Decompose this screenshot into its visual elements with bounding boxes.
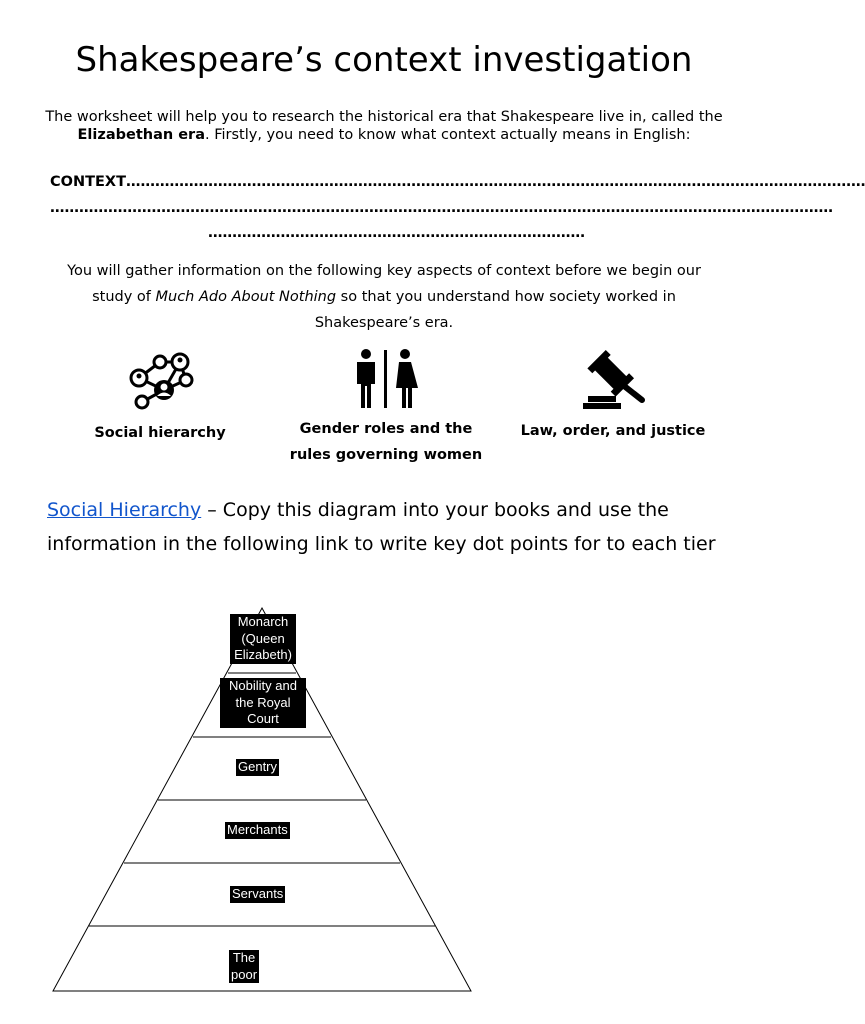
restroom-icon (351, 348, 421, 410)
icon-label-social: Social hierarchy (94, 425, 226, 441)
tier-poor: The poor (231, 950, 258, 982)
icon-label-law: Law, order, and justice (520, 423, 706, 439)
section-instructions: – Copy this diagram into your books and use the information in the following link to write key dot points for to each tier (47, 499, 716, 555)
tier-servants: Servants (232, 886, 284, 901)
intro-bold-era: Elizabethan era (77, 127, 205, 143)
context-dots-1: ……………………………………………………………………………………………………………………………………… (125, 174, 865, 190)
context-line-3: …………………………………………………………………… (208, 225, 585, 241)
intro-paragraph (40, 108, 728, 144)
intro-text-1: The worksheet will help you to research the historical era that Shakespeare live in, called the (45, 109, 723, 125)
icon-label-gender: Gender roles and the rules governing women (289, 421, 483, 463)
aspects-text-1: You will gather information on the following key aspects of context before we begin our study of (67, 263, 701, 305)
tier-merchants: Merchants (227, 822, 288, 837)
context-line-2: ……………………………………………………………………………………………………………………………………………… (50, 200, 833, 216)
section-heading (47, 493, 727, 561)
tier-gentry: Gentry (238, 759, 278, 774)
play-title: Much Ado About Nothing (155, 289, 337, 305)
gavel-icon (580, 350, 648, 412)
page-title: Shakespeare’s context investigation (75, 40, 693, 80)
intro-text-2: . Firstly, you need to know what context actually means in English: (205, 127, 691, 143)
tier-monarch: Monarch (Queen Elizabeth) (230, 614, 296, 664)
tier-nobility: Nobility and the Royal Court (220, 678, 306, 728)
aspects-paragraph (45, 258, 723, 336)
context-label: CONTEXT (50, 174, 126, 190)
context-line-1 (50, 174, 865, 190)
network-icon (124, 350, 196, 412)
social-hierarchy-link[interactable]: Social Hierarchy (47, 499, 202, 521)
aspects-text-2: so that you understand how society worked in Shakespeare’s era. (314, 289, 676, 331)
